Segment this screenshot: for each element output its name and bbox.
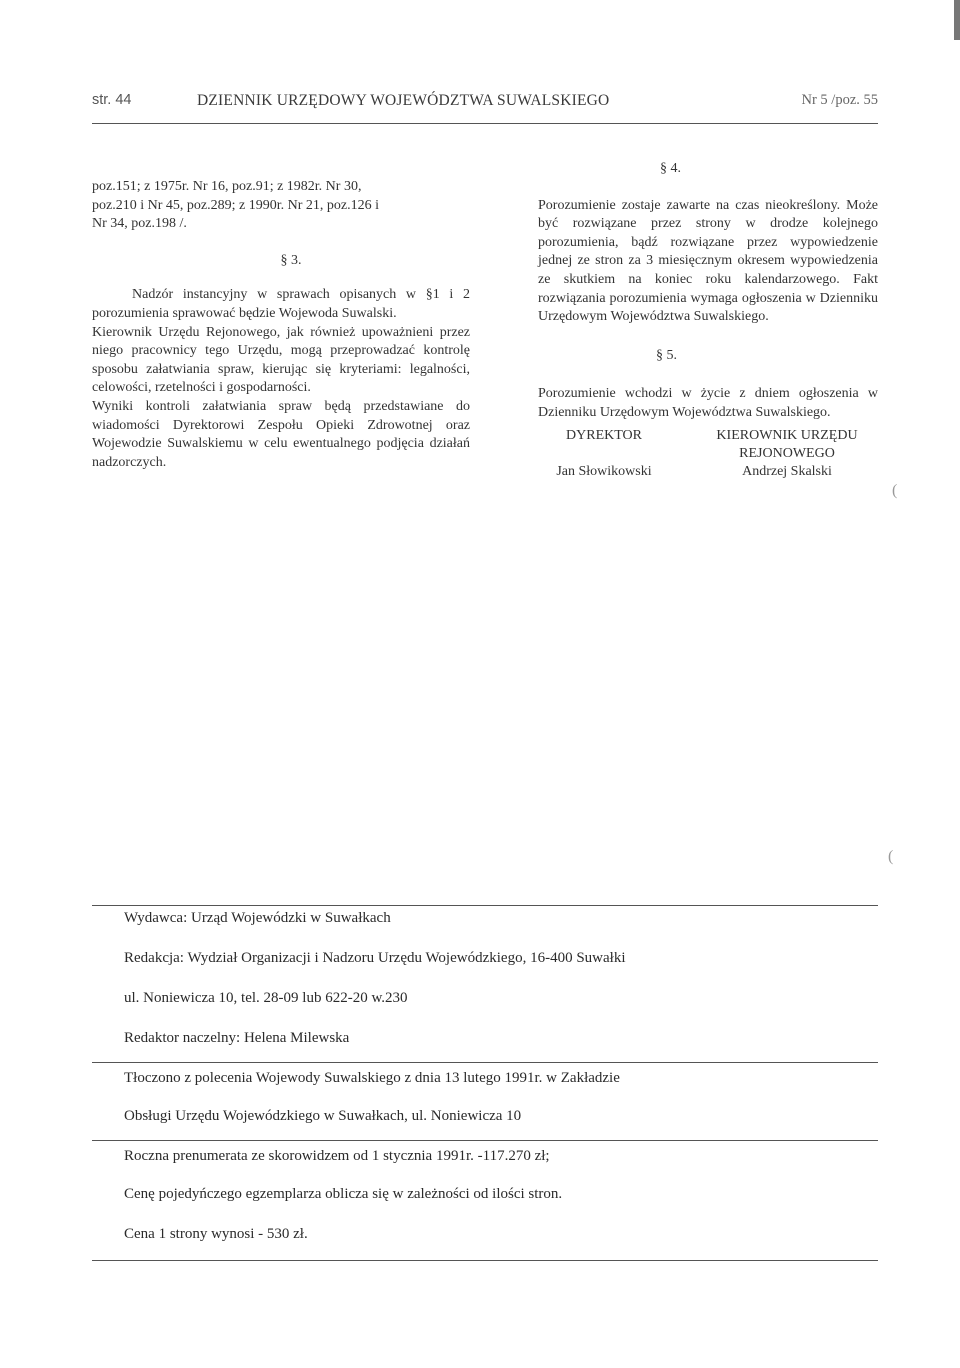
- footer-print: Tłoczono z polecenia Wojewody Suwalskiego z dnia 13 lutego 1991r. w Zakładzie: [124, 1070, 620, 1086]
- footer-editor: Redaktor naczelny: Helena Milewska: [124, 1030, 350, 1046]
- section-5-heading: § 5.: [656, 347, 677, 363]
- signatures: [544, 427, 862, 481]
- intro-line: Nr 34, poz.198 /.: [92, 216, 187, 232]
- section-3-para-3: Wyniki kontroli załatwiania spraw będą przedstawiane do wiadomości Dyrektorowi Zespołu Opieki Zdrowotnej oraz Wojewodzie Suwalskiemu w celu ewentualnego podjęcia działań nadzorczych.: [92, 398, 470, 470]
- signature-title: DYREKTOR: [566, 427, 642, 443]
- left-column: [92, 178, 470, 472]
- footer-print: Obsługi Urzędu Wojewódzkiego w Suwałkach, ul. Noniewicza 10: [124, 1108, 522, 1124]
- footer-price: Cenę pojedyńczego egzemplarza oblicza się w zależności od ilości stron.: [124, 1186, 563, 1202]
- section-5-para: Porozumienie wchodzi w życie z dniem ogłoszenia w Dzienniku Urzędowym Województwa Suwalskiego.: [538, 386, 878, 420]
- footer-subscription: Roczna prenumerata ze skorowidzem od 1 stycznia 1991r. -117.270 zł;: [124, 1148, 550, 1164]
- footer-editorial: Redakcja: Wydział Organizacji i Nadzoru Urzędu Wojewódzkiego, 16-400 Suwałki: [124, 950, 626, 966]
- section-4-para: Porozumienie zostaje zawarte na czas nieokreślony. Może być rozwiązane przez strony w drodze kolejnego porozumienia, bądź rozwiązane przez wypowiedzenie jednej ze stron za 3 miesięcznym okresem wypowiedzenia ze skutkiem na koniec roku kalendarzowego. Fakt rozwiązania porozumienia wymaga ogłoszenia w Dzienniku Urzędowym Województwa Suwalskiego.: [538, 197, 878, 325]
- footer-publisher: Wydawca: Urząd Wojewódzki w Suwałkach: [124, 910, 391, 926]
- footer-rule-top: [92, 905, 878, 906]
- section-3-heading: § 3.: [280, 252, 302, 268]
- issue-number: Nr 5 /poz. 55: [801, 92, 878, 108]
- journal-title: DZIENNIK URZĘDOWY WOJEWÓDZTWA SUWALSKIEGO: [197, 92, 610, 109]
- right-column: [538, 160, 878, 481]
- footer-rule-3: [92, 1140, 878, 1141]
- section-3-para-1: Nadzór instancyjny w sprawach opisanych w §1 i 2 porozumienia sprawować będzie Wojewoda Suwalski.: [92, 287, 470, 321]
- intro-line: poz.210 i Nr 45, poz.289; z 1990r. Nr 21, poz.126 i: [92, 197, 379, 213]
- page-number: str. 44: [92, 92, 132, 108]
- section-3-para-2: Kierownik Urzędu Rejonowego, jak również upoważnieni przez niego pracownicy tego Urzędu, mogą przeprowadzać kontrolę sposobu załatwiania spraw, kierując się kryteriami: legalności, celowości, rzetelności i gospodarności.: [92, 324, 470, 396]
- section-4-heading: § 4.: [660, 161, 681, 176]
- footer-rule-2: [92, 1062, 878, 1063]
- intro-line: poz.151; z 1975r. Nr 16, poz.91; z 1982r. Nr 30,: [92, 179, 362, 194]
- footer-address: ul. Noniewicza 10, tel. 28-09 lub 622-20 w.230: [124, 990, 408, 1006]
- footer-page-price: Cena 1 strony wynosi - 530 zł.: [124, 1226, 308, 1242]
- signature-block: [544, 427, 664, 481]
- page-edge-mark: [954, 0, 960, 40]
- signature-block: [712, 427, 862, 481]
- signature-title: KIEROWNIK URZĘDU REJONOWEGO: [716, 427, 858, 461]
- header-rule: [92, 123, 878, 124]
- scan-artifact: (: [892, 482, 898, 499]
- scan-artifact: (: [888, 848, 894, 865]
- signature-name: Jan Słowikowski: [556, 463, 652, 479]
- signature-name: Andrzej Skalski: [742, 463, 832, 479]
- footer-rule-bottom: [92, 1260, 878, 1261]
